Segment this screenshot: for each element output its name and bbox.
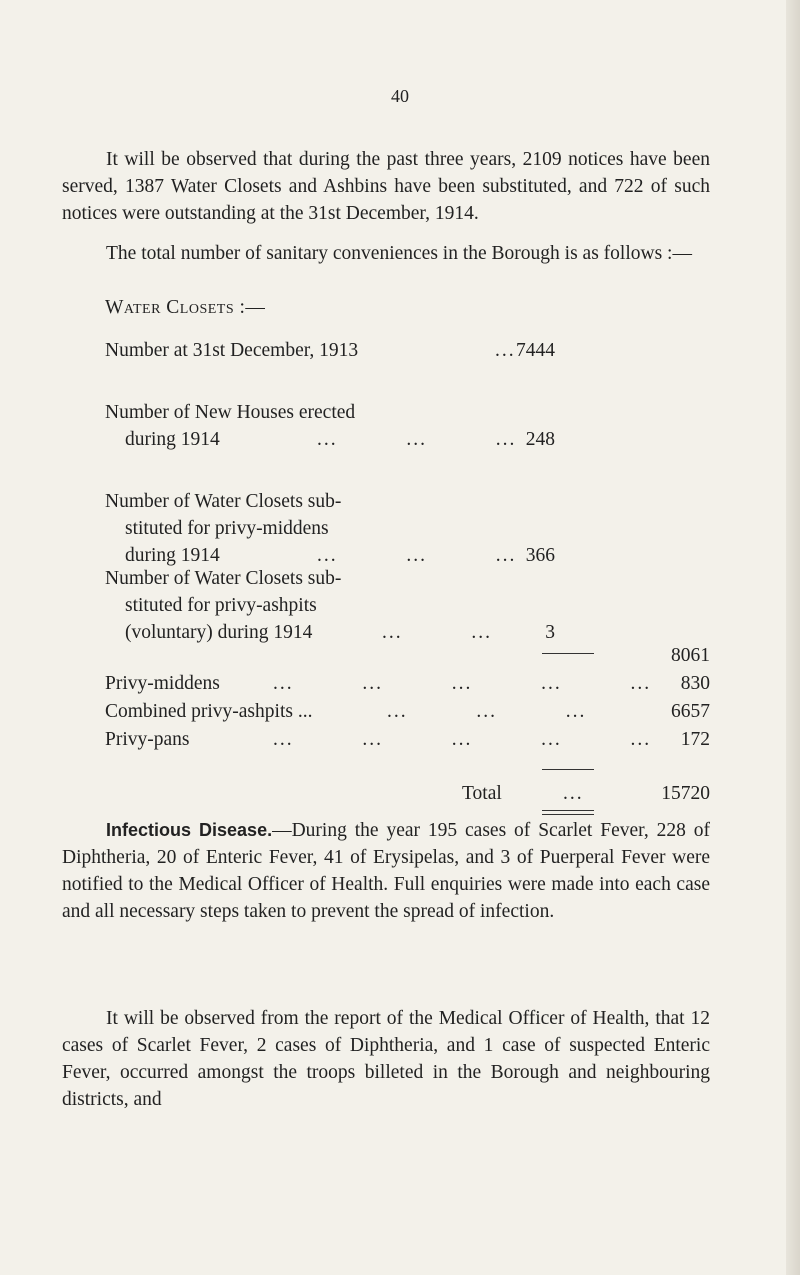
table-row — [105, 565, 710, 646]
row-label-cont: during 1914 — [125, 545, 220, 566]
row-label: Number at 31st December, 1913 — [105, 340, 359, 361]
row-dots: ... ... ... ... ... — [273, 729, 652, 750]
row-label-cont: stituted for privy-ashpits — [125, 595, 317, 616]
page-number: 40 — [391, 86, 409, 106]
table-row — [105, 670, 710, 697]
row-dots: ... — [495, 340, 516, 361]
row-dots: ... ... ... ... ... — [273, 673, 652, 694]
table-row — [105, 399, 710, 453]
paragraph-sanitary-total: The total number of sanitary conveniences in the Borough is as follows :— — [106, 243, 692, 264]
row-dots: ... ... — [382, 622, 492, 643]
table-row — [105, 726, 710, 753]
row-value: 6657 — [671, 701, 710, 722]
row-value: 830 — [680, 673, 710, 694]
row-value: 172 — [680, 729, 710, 750]
row-value: 3 — [545, 622, 555, 643]
row-label: Privy-pans — [105, 729, 190, 750]
row-label-cont: during 1914 — [125, 429, 220, 450]
infectious-text: —During the year 195 cases of Scarlet Fever, 228 of Diphtheria, 20 of Enteric Fever, 41 of Erysipelas, and 3 of Puerperal Fever were notified to the Medical Officer of Health. Full enquiries were made into each case and all necessary steps taken to prevent the spread of infection. — [62, 820, 710, 922]
total-double-rule-bottom — [542, 814, 594, 815]
subtotal-value: 8061 — [671, 645, 710, 666]
paragraph-troops: It will be observed from the report of the Medical Officer of Health, that 12 cases of Scarlet Fever, 2 cases of Diphtheria, and 1 case of suspected Enteric Fever, occurred amongst the troops billeted in the Borough and neighbouring districts, and — [62, 1008, 710, 1110]
row-label: Privy-middens — [105, 673, 220, 694]
table-row — [105, 698, 710, 725]
total-double-rule-top — [542, 810, 594, 811]
table-row — [105, 488, 710, 569]
row-dots: ... ... ... — [387, 701, 587, 722]
row-value: 366 — [525, 545, 555, 566]
row-label-cont: (voluntary) during 1914 — [125, 622, 313, 643]
row-label-cont: stituted for privy-middens — [125, 518, 329, 539]
total-label: Total — [462, 783, 502, 804]
row-dots: ... ... ... — [317, 545, 517, 566]
page-edge-shadow — [786, 0, 800, 1275]
water-closets-heading: Water Closets :— — [105, 297, 266, 318]
total-dots: ... — [563, 783, 584, 804]
paragraph-infectious-disease — [62, 817, 710, 925]
row-label: Number of New Houses erected — [105, 402, 356, 423]
row-dots: ... ... ... — [317, 429, 517, 450]
total-rule — [542, 769, 594, 770]
table-row — [105, 337, 710, 364]
row-label: Combined privy-ashpits ... — [105, 701, 313, 722]
paragraph-notices: It will be observed that during the past three years, 2109 notices have been served, 1387 Water Closets and Ashbins have been substituted, and 722 of such notices were outstanding at the 31st December, 1914. — [62, 149, 710, 224]
row-label: Number of Water Closets sub- — [105, 491, 342, 512]
total-value: 15720 — [661, 783, 710, 804]
row-value: 248 — [525, 429, 555, 450]
infectious-heading: Infectious Disease. — [106, 820, 273, 840]
subtotal-rule — [542, 653, 594, 654]
row-label: Number of Water Closets sub- — [105, 568, 342, 589]
row-value: 7444 — [516, 340, 555, 361]
